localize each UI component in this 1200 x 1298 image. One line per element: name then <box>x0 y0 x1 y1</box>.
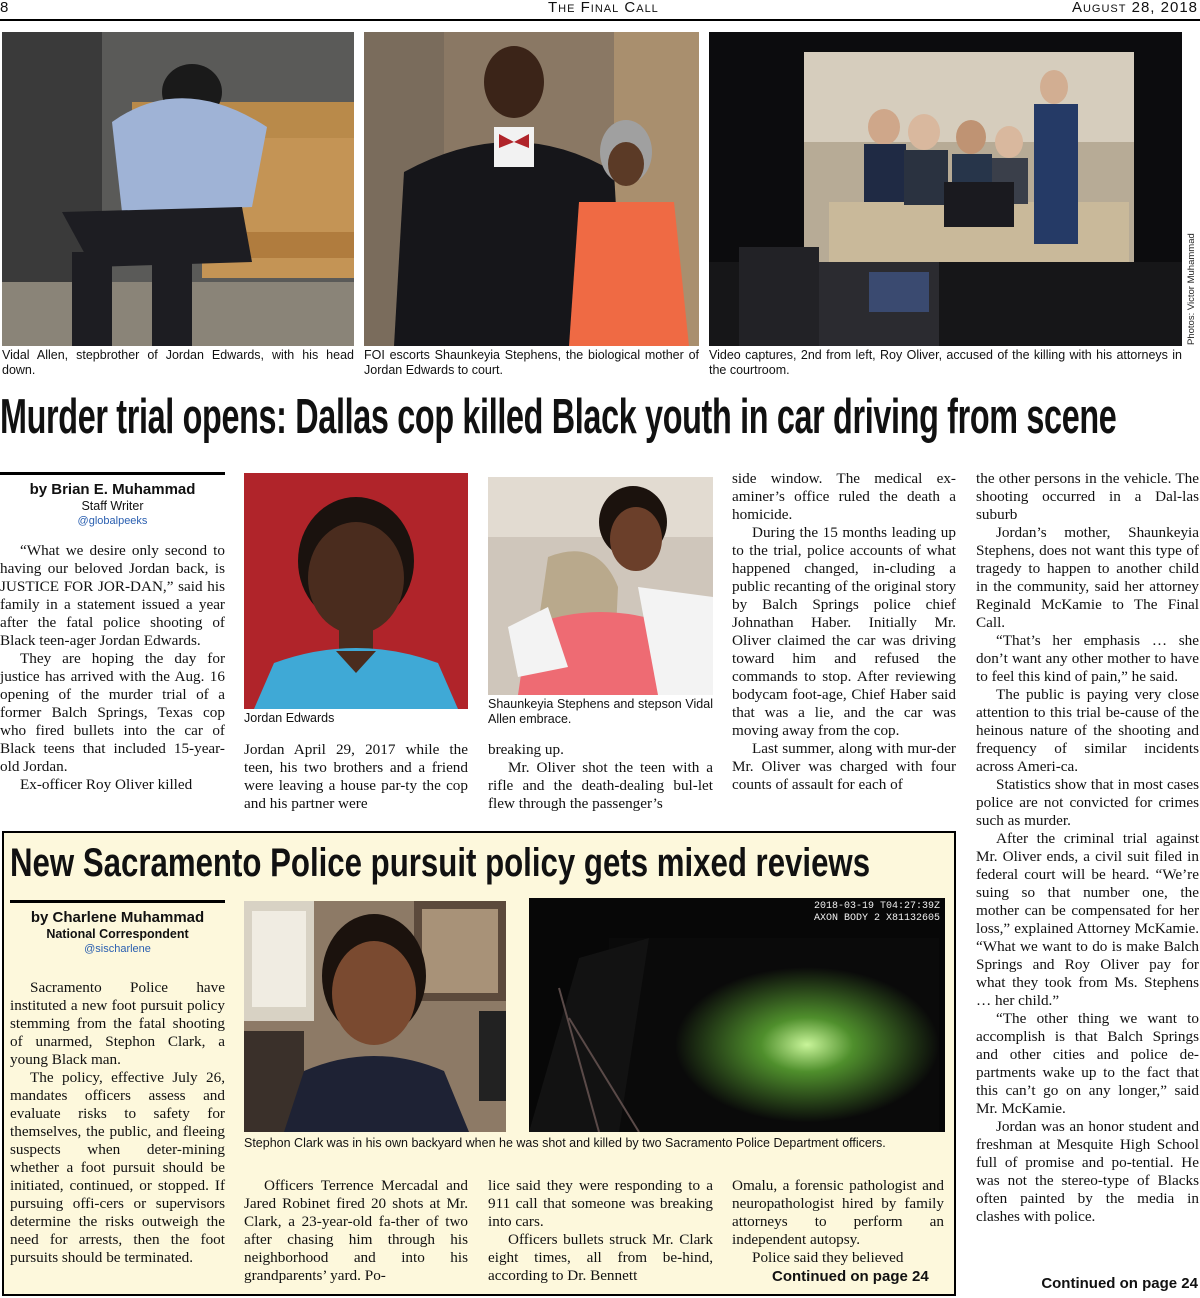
paragraph: Mr. Oliver shot the teen with a rifle and the death-dealing bul-let flew through the passenger’s <box>488 759 713 812</box>
paragraph: Last summer, along with mur-der Mr. Oliver was charged with four counts of assault for each of <box>732 740 956 793</box>
paragraph: side window. The medical ex-aminer’s office ruled the death a homicide. <box>732 470 956 523</box>
photo-embrace <box>488 477 713 695</box>
main-col-3 <box>488 741 713 813</box>
sidebar-continued-link[interactable]: Continued on page 24 <box>772 1268 929 1285</box>
paragraph: Jordan was an honor student and freshman at Mesquite High School full of promise and po-tential. He was not the stereo-type of Blacks often painted by the media in clashes with police. <box>976 1118 1199 1225</box>
byline-title: Staff Writer <box>81 499 144 513</box>
bodycam-time: 2018-03-19 T04:27:39Z <box>813 901 940 912</box>
sidebar-col-2 <box>244 1177 468 1285</box>
byline-author: by Charlene Muhammad <box>30 909 205 926</box>
folio-rule <box>0 19 1200 21</box>
byline-title: National Correspondent <box>46 927 189 941</box>
caption-mother-escorted: FOI escorts Shaunkeyia Stephens, the biological mother of Jordan Edwards to court. <box>364 348 699 377</box>
paragraph: The public is paying very close attention to this trial be-cause of the heinous nature of the shooting and frequency of similar incidents across Ameri-ca. <box>976 686 1199 775</box>
photo-bodycam <box>529 898 945 1132</box>
paragraph: the other persons in the vehicle. The shooting occurred in a Dal-las suburb <box>976 470 1199 523</box>
caption-jordan-edwards: Jordan Edwards <box>244 711 335 725</box>
caption-vidal-allen: Vidal Allen, stepbrother of Jordan Edwards, with his head down. <box>2 348 354 377</box>
paragraph: Jordan’s mother, Shaunkeyia Stephens, does not want this type of tragedy to happen to another child in the community, said her attorney Reginald McKamie to The Final Call. <box>976 524 1199 631</box>
byline-author: by Brian E. Muhammad <box>29 481 196 498</box>
paragraph: Officers Terrence Mercadal and Jared Robinet fired 20 shots at Mr. Clark, a 23-year-old fa-ther of two after chasing him through his neighborhood and into his grandparents’ yard. Po- <box>244 1177 468 1284</box>
paragraph: During the 15 months leading up to the trial, police accounts of what happened changed, in-cluding a public recanting of the original story by Balch Springs police chief Johnathan Haber. Initially Mr. Oliver claimed the car was driving toward him and refused the commands to stop. After reviewing bodycam foot-age, Chief Haber said that was a lie, and the car was moving away from the cop. <box>732 524 956 739</box>
paragraph: “What we desire only second to having our beloved Jordan back, is JUSTICE FOR JOR-DAN,” said his family in a statement issued a year after the fatal police shooting of Black teen-ager Jordan Edwards. <box>0 542 225 649</box>
paragraph: Police said they believed <box>752 1249 904 1266</box>
photo-jordan-edwards <box>244 473 468 709</box>
sidebar-headline: New Sacramento Police pursuit policy gets mixed reviews <box>10 841 871 885</box>
bodycam-device: AXON BODY 2 X81132605 <box>813 913 940 924</box>
main-col-1 <box>0 542 225 794</box>
main-byline <box>0 472 225 528</box>
sidebar-byline <box>10 900 225 956</box>
photo-vidal-allen <box>2 32 354 346</box>
paragraph: The policy, effective July 26, mandates officers assess and evaluate risks to safety for themselves, the public, and fleeing suspects when deter-mining whether a foot pursuit should be initiated, continued, or stopped. If pursuing offi-cers or supervisors determine the risks outweigh the need for arrests, then the foot pursuits should be terminated. <box>10 1069 225 1266</box>
publication-name: The Final Call <box>548 0 659 16</box>
byline-handle: @globalpeeks <box>77 515 148 527</box>
caption-stephon-clark: Stephon Clark was in his own backyard when he was shot and killed by two Sacramento Police Department officers. <box>244 1136 886 1150</box>
paragraph: They are hoping the day for justice has arrived with the Aug. 16 opening of the murder trial of a former Balch Springs, Texas cop who fired bullets into the car of Black teens that included 15-year-old Jordan. <box>0 650 225 775</box>
paragraph: breaking up. <box>488 741 564 758</box>
issue-date: August 28, 2018 <box>1071 0 1198 16</box>
main-headline: Murder trial opens: Dallas cop killed Black youth in car driving from scene <box>0 390 1117 444</box>
main-continued-link[interactable]: Continued on page 24 <box>1041 1275 1198 1292</box>
photo-mother-escorted <box>364 32 699 346</box>
paragraph: “The other thing we want to accomplish is that Balch Springs and other cities and police de-partments wake up to the fact that this can’t go on any longer,” said Mr. McKamie. <box>976 1010 1199 1117</box>
main-col-4 <box>732 470 956 794</box>
paragraph: After the criminal trial against Mr. Oliver ends, a civil suit filed in federal court will be heard. “We’re suing so that number one, the mother can be compensated for her loss,” explained Attorney McKamie. “What we want to do is make Balch Springs and Roy Oliver pay for what they took from Ms. Stephens … her child.” <box>976 830 1199 1009</box>
caption-embrace: Shaunkeyia Stephens and stepson Vidal Allen embrace. <box>488 697 713 726</box>
paragraph: Ex-officer Roy Oliver killed <box>20 776 193 793</box>
main-col-2 <box>244 741 468 813</box>
photo-courtroom-video <box>709 32 1182 346</box>
paragraph: Omalu, a forensic pathologist and neuropathologist hired by family attorneys to perform an independent autopsy. <box>732 1177 944 1248</box>
byline-rule <box>0 472 225 475</box>
page-number: 8 <box>0 0 9 16</box>
byline-handle: @sischarlene <box>84 943 151 955</box>
paragraph: Officers bullets struck Mr. Clark eight times, all from be-hind, according to Dr. Bennett <box>488 1231 713 1284</box>
paragraph: Sacramento Police have instituted a new foot pursuit policy stemming from the fatal shooting of unarmed, Stephon Clark, a young Black man. <box>10 979 225 1068</box>
paragraph: lice said they were responding to a 911 call that someone was breaking into cars. <box>488 1177 713 1230</box>
sidebar-col-4 <box>732 1177 944 1267</box>
bodycam-timestamp <box>800 901 940 925</box>
byline-rule <box>10 900 225 903</box>
sidebar-col-1 <box>10 979 225 1267</box>
caption-courtroom-video: Video captures, 2nd from left, Roy Oliver, accused of the killing with his attorneys in the courtroom. <box>709 348 1182 377</box>
paragraph: Statistics show that in most cases police are not convicted for crimes such as murder. <box>976 776 1199 829</box>
sidebar-col-3 <box>488 1177 713 1285</box>
photo-stephon-clark <box>244 901 506 1132</box>
paragraph: “That’s her emphasis … she don’t want any other mother to have to feel this kind of pain,” he said. <box>976 632 1199 685</box>
photo-credit: Photos: Victor Muhammad <box>1186 233 1197 345</box>
paragraph: Jordan April 29, 2017 while the teen, his two brothers and a friend were leaving a house par-ty the cop and his partner were <box>244 741 468 812</box>
main-col-5 <box>976 470 1199 1226</box>
